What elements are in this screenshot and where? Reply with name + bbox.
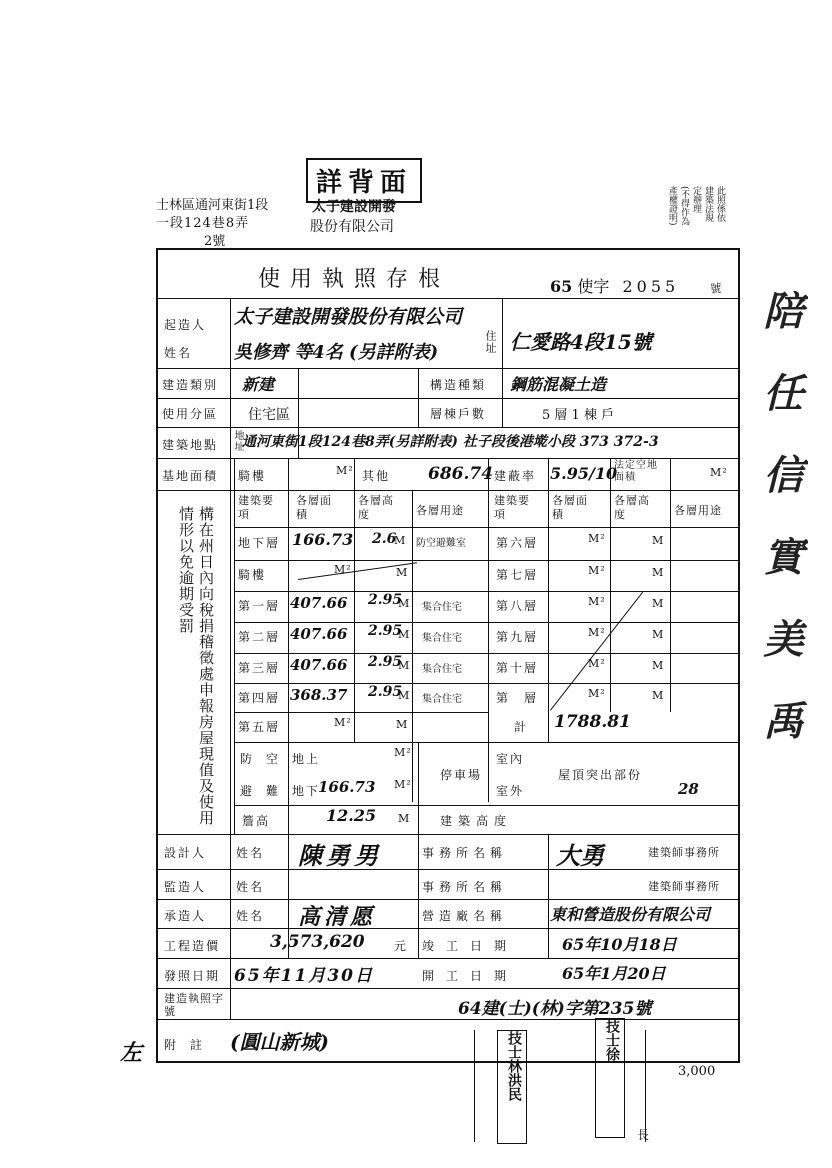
floor-label: 第四層 xyxy=(238,691,281,705)
form-title: 使用執照存根 xyxy=(258,267,451,292)
arcade-label: 騎樓 xyxy=(238,469,267,483)
open-space-unit: M² xyxy=(710,466,728,479)
floors-label: 層棟戶數 xyxy=(430,407,487,421)
designer-office-suffix: 建築師事務所 xyxy=(648,846,720,859)
site-label: 建築地點 xyxy=(162,438,219,452)
use-zone-label: 使用分區 xyxy=(162,407,219,421)
total-value: 1788.81 xyxy=(554,712,631,732)
build-height-label: 建築高度 xyxy=(440,814,513,828)
use-zone: 住宅區 xyxy=(248,407,290,423)
permit-label: 建造執照字號 xyxy=(164,992,224,1018)
floor-label: 第七層 xyxy=(496,568,539,582)
floor-label: 第八層 xyxy=(496,599,539,613)
margin-mark: 長 xyxy=(637,1128,650,1142)
floor-height: 2.95 xyxy=(368,654,403,670)
detail-back-stamp: 詳背面 xyxy=(306,158,422,203)
build-category-label: 建造類別 xyxy=(162,378,219,392)
license-number xyxy=(550,274,721,297)
floor-height-unit: M xyxy=(652,689,665,702)
coverage: 5.95/10 xyxy=(550,464,618,483)
col-header-area-right: 各層面積 xyxy=(552,494,588,521)
floor-height-unit: M xyxy=(652,566,665,579)
right-margin-handwriting: 陪任信實美禹 xyxy=(757,290,804,782)
floor-use: 集合住宅 xyxy=(422,694,462,705)
open-space-label: 法定空地面積 xyxy=(614,460,658,483)
floor-label: 第九層 xyxy=(496,630,539,644)
floor-height-unit: M xyxy=(652,534,665,547)
builder-label: 起造人 xyxy=(164,318,207,332)
contractor-name-label: 姓名 xyxy=(236,909,265,923)
below-unit: M² xyxy=(394,778,412,791)
floor-height-unit: M xyxy=(652,628,665,641)
below-value: 166.73 xyxy=(318,778,376,796)
roof-value: 28 xyxy=(678,780,699,798)
floor-area-unit: M² xyxy=(588,532,606,545)
license-num: 2055 xyxy=(622,277,680,296)
cost-label: 工程造價 xyxy=(164,939,221,953)
floor-area-unit: M² xyxy=(588,626,606,639)
license-word: 使 xyxy=(577,277,594,296)
floor-height-unit: M xyxy=(398,597,411,610)
floor-height: 2.95 xyxy=(368,592,403,608)
supervisor-name-label: 姓名 xyxy=(236,880,265,894)
contractor-label: 承造人 xyxy=(164,909,207,923)
applicant-address-line2: 一段124巷8弄 xyxy=(156,216,250,231)
site-sub-label: 地址 xyxy=(232,430,243,452)
floor-use: 集合住宅 xyxy=(422,633,462,644)
floor-height-unit: M xyxy=(396,718,409,731)
applicant-address-line1: 士林區通河東街1段 xyxy=(156,198,269,213)
floor-label: 第十層 xyxy=(496,661,539,675)
floor-area: 166.73 xyxy=(292,530,354,549)
floor-height: 2.95 xyxy=(368,684,403,700)
parking-label: 停車場 xyxy=(440,768,483,782)
coverage-label: 建蔽率 xyxy=(494,469,537,483)
floor-use: 集合住宅 xyxy=(422,664,462,675)
permit-value: 64建(士)(林)字第235號 xyxy=(458,999,652,1019)
builder-person: 吳修齊 等4名 (另詳附表) xyxy=(234,342,439,363)
contractor-name: 高清愿 xyxy=(298,904,377,930)
floor-label: 地下層 xyxy=(238,536,281,550)
col-header-area: 各層面積 xyxy=(296,494,332,521)
eave-value: 12.25 xyxy=(326,806,377,825)
floor-height-unit: M xyxy=(652,659,665,672)
issue-value: 65年11月30日 xyxy=(234,966,374,986)
site-value: 通河東街1段124巷8弄(另詳附表) 社子段後港墘小段 373 372-3 xyxy=(242,434,659,450)
license-suffix: 號 xyxy=(710,282,722,295)
total-label: 計 xyxy=(514,720,529,734)
builder-address: 仁愛路4段15號 xyxy=(510,330,652,354)
structure: 鋼筋混凝土造 xyxy=(510,375,607,394)
floor-height-unit: M xyxy=(394,534,407,547)
floor-height-unit: M xyxy=(652,597,665,610)
designer-office: 大勇 xyxy=(556,841,604,870)
floor-height: 2.95 xyxy=(368,623,403,639)
eave-unit: M xyxy=(398,812,411,825)
company-stamp-line1: 太子建設開發 xyxy=(312,199,396,215)
shelter-label-1: 防空 xyxy=(240,752,293,766)
side-notice: 構在州日內向稅捐稽徵處申報房屋現值及使用情形以免逾期受罰 xyxy=(177,506,215,826)
floors-value: 5 層 1 棟 戶 xyxy=(542,408,615,423)
floor-use: 防空避難室 xyxy=(416,538,466,549)
above-label: 地上 xyxy=(292,752,321,766)
col-header-height: 各層高度 xyxy=(358,494,394,521)
license-mid: 字 xyxy=(593,277,610,296)
floor-height-unit: M xyxy=(398,689,411,702)
fee-value: 3,000 xyxy=(678,1064,716,1079)
floor-area: 368.37 xyxy=(290,686,348,704)
floor-label: 第六層 xyxy=(496,536,539,550)
roof-label: 屋頂突出部份 xyxy=(558,768,643,782)
start-label: 開工日期 xyxy=(422,969,519,983)
floor-height: 2.6 xyxy=(372,531,397,547)
floor-area-unit: M² xyxy=(588,657,606,670)
col-header-item-right: 建築要項 xyxy=(494,494,530,521)
supervisor-office-label: 事務所名稱 xyxy=(422,880,508,894)
floor-area-unit: M² xyxy=(588,564,606,577)
designer-office-label: 事務所名稱 xyxy=(422,846,508,860)
address-label: 住址 xyxy=(484,330,497,354)
approval-stamp-area xyxy=(474,1019,650,1142)
designer-name: 陳勇男 xyxy=(298,841,382,870)
builder-company: 太子建設開發股份有限公司 xyxy=(234,306,463,328)
supervisor-office-suffix: 建築師事務所 xyxy=(648,880,720,893)
col-header-height-right: 各層高度 xyxy=(614,494,650,521)
indoor-label: 室內 xyxy=(496,752,525,766)
completion-value: 65年10月18日 xyxy=(562,935,677,954)
floor-area: 407.66 xyxy=(290,594,348,612)
build-category: 新建 xyxy=(242,375,275,394)
cost-unit: 元 xyxy=(394,939,409,953)
floor-label: 第二層 xyxy=(238,630,281,644)
col-header-use: 各層用途 xyxy=(416,504,464,517)
area-other: 686.74 xyxy=(428,464,494,484)
floor-area: 407.66 xyxy=(290,625,348,643)
floor-height-unit: M xyxy=(398,628,411,641)
col-header-item: 建築要項 xyxy=(238,494,274,521)
floor-use: 集合住宅 xyxy=(422,602,462,613)
supervisor-label: 監造人 xyxy=(164,880,207,894)
designer-name-label: 姓名 xyxy=(236,846,265,860)
floor-area-unit: M² xyxy=(588,687,606,700)
floor-label: 第五層 xyxy=(238,720,281,734)
shelter-label-2: 避難 xyxy=(240,784,293,798)
contractor-factory: 東和營造股份有限公司 xyxy=(550,905,711,924)
completion-label: 竣工日期 xyxy=(422,939,519,953)
above-unit: M² xyxy=(394,746,412,759)
arcade-unit: M² xyxy=(336,464,354,477)
approver-stamp-a: 技士林洪民 xyxy=(497,1030,527,1144)
company-stamp-line2: 股份有限公司 xyxy=(310,219,394,235)
floor-height-unit: M xyxy=(398,659,411,672)
designer-label: 設計人 xyxy=(164,846,207,860)
margin-mark-left: 左 xyxy=(120,1040,143,1066)
applicant-address-line3: 2號 xyxy=(204,234,226,249)
floor-label: 騎樓 xyxy=(238,568,267,582)
floor-height-unit: M xyxy=(396,566,409,579)
floor-area: 407.66 xyxy=(290,656,348,674)
factory-label: 營造廠名稱 xyxy=(422,909,508,923)
floor-label: 第一層 xyxy=(238,599,281,613)
eave-label: 簷高 xyxy=(242,814,271,828)
floor-area-unit: M² xyxy=(334,716,352,729)
floor-label: 第三層 xyxy=(238,661,281,675)
other-label: 其他 xyxy=(362,469,391,483)
col-header-use-right: 各層用途 xyxy=(674,504,722,517)
below-label: 地下 xyxy=(292,784,321,798)
note-label: 附註 xyxy=(164,1038,217,1052)
area-label: 基地面積 xyxy=(162,469,219,483)
outdoor-label: 室外 xyxy=(496,784,525,798)
approver-stamp-b: 技士徐 xyxy=(595,1018,625,1138)
note-value: (圓山新城) xyxy=(230,1030,329,1054)
floor-label: 第 層 xyxy=(496,691,539,705)
cost-value: 3,573,620 xyxy=(270,932,365,952)
floor-area-unit: M² xyxy=(588,595,606,608)
start-value: 65年1月20日 xyxy=(562,964,666,983)
structure-label: 構造種類 xyxy=(430,378,487,392)
issue-label: 發照日期 xyxy=(164,969,221,983)
floor-area-unit: M² xyxy=(334,563,352,576)
license-stub-form xyxy=(156,248,740,1063)
name-label: 姓名 xyxy=(164,346,193,360)
license-year: 65 xyxy=(550,277,573,296)
notice-stamp: 此照係依建築法規定辦理 (不得作為產權證明) xyxy=(667,186,725,226)
